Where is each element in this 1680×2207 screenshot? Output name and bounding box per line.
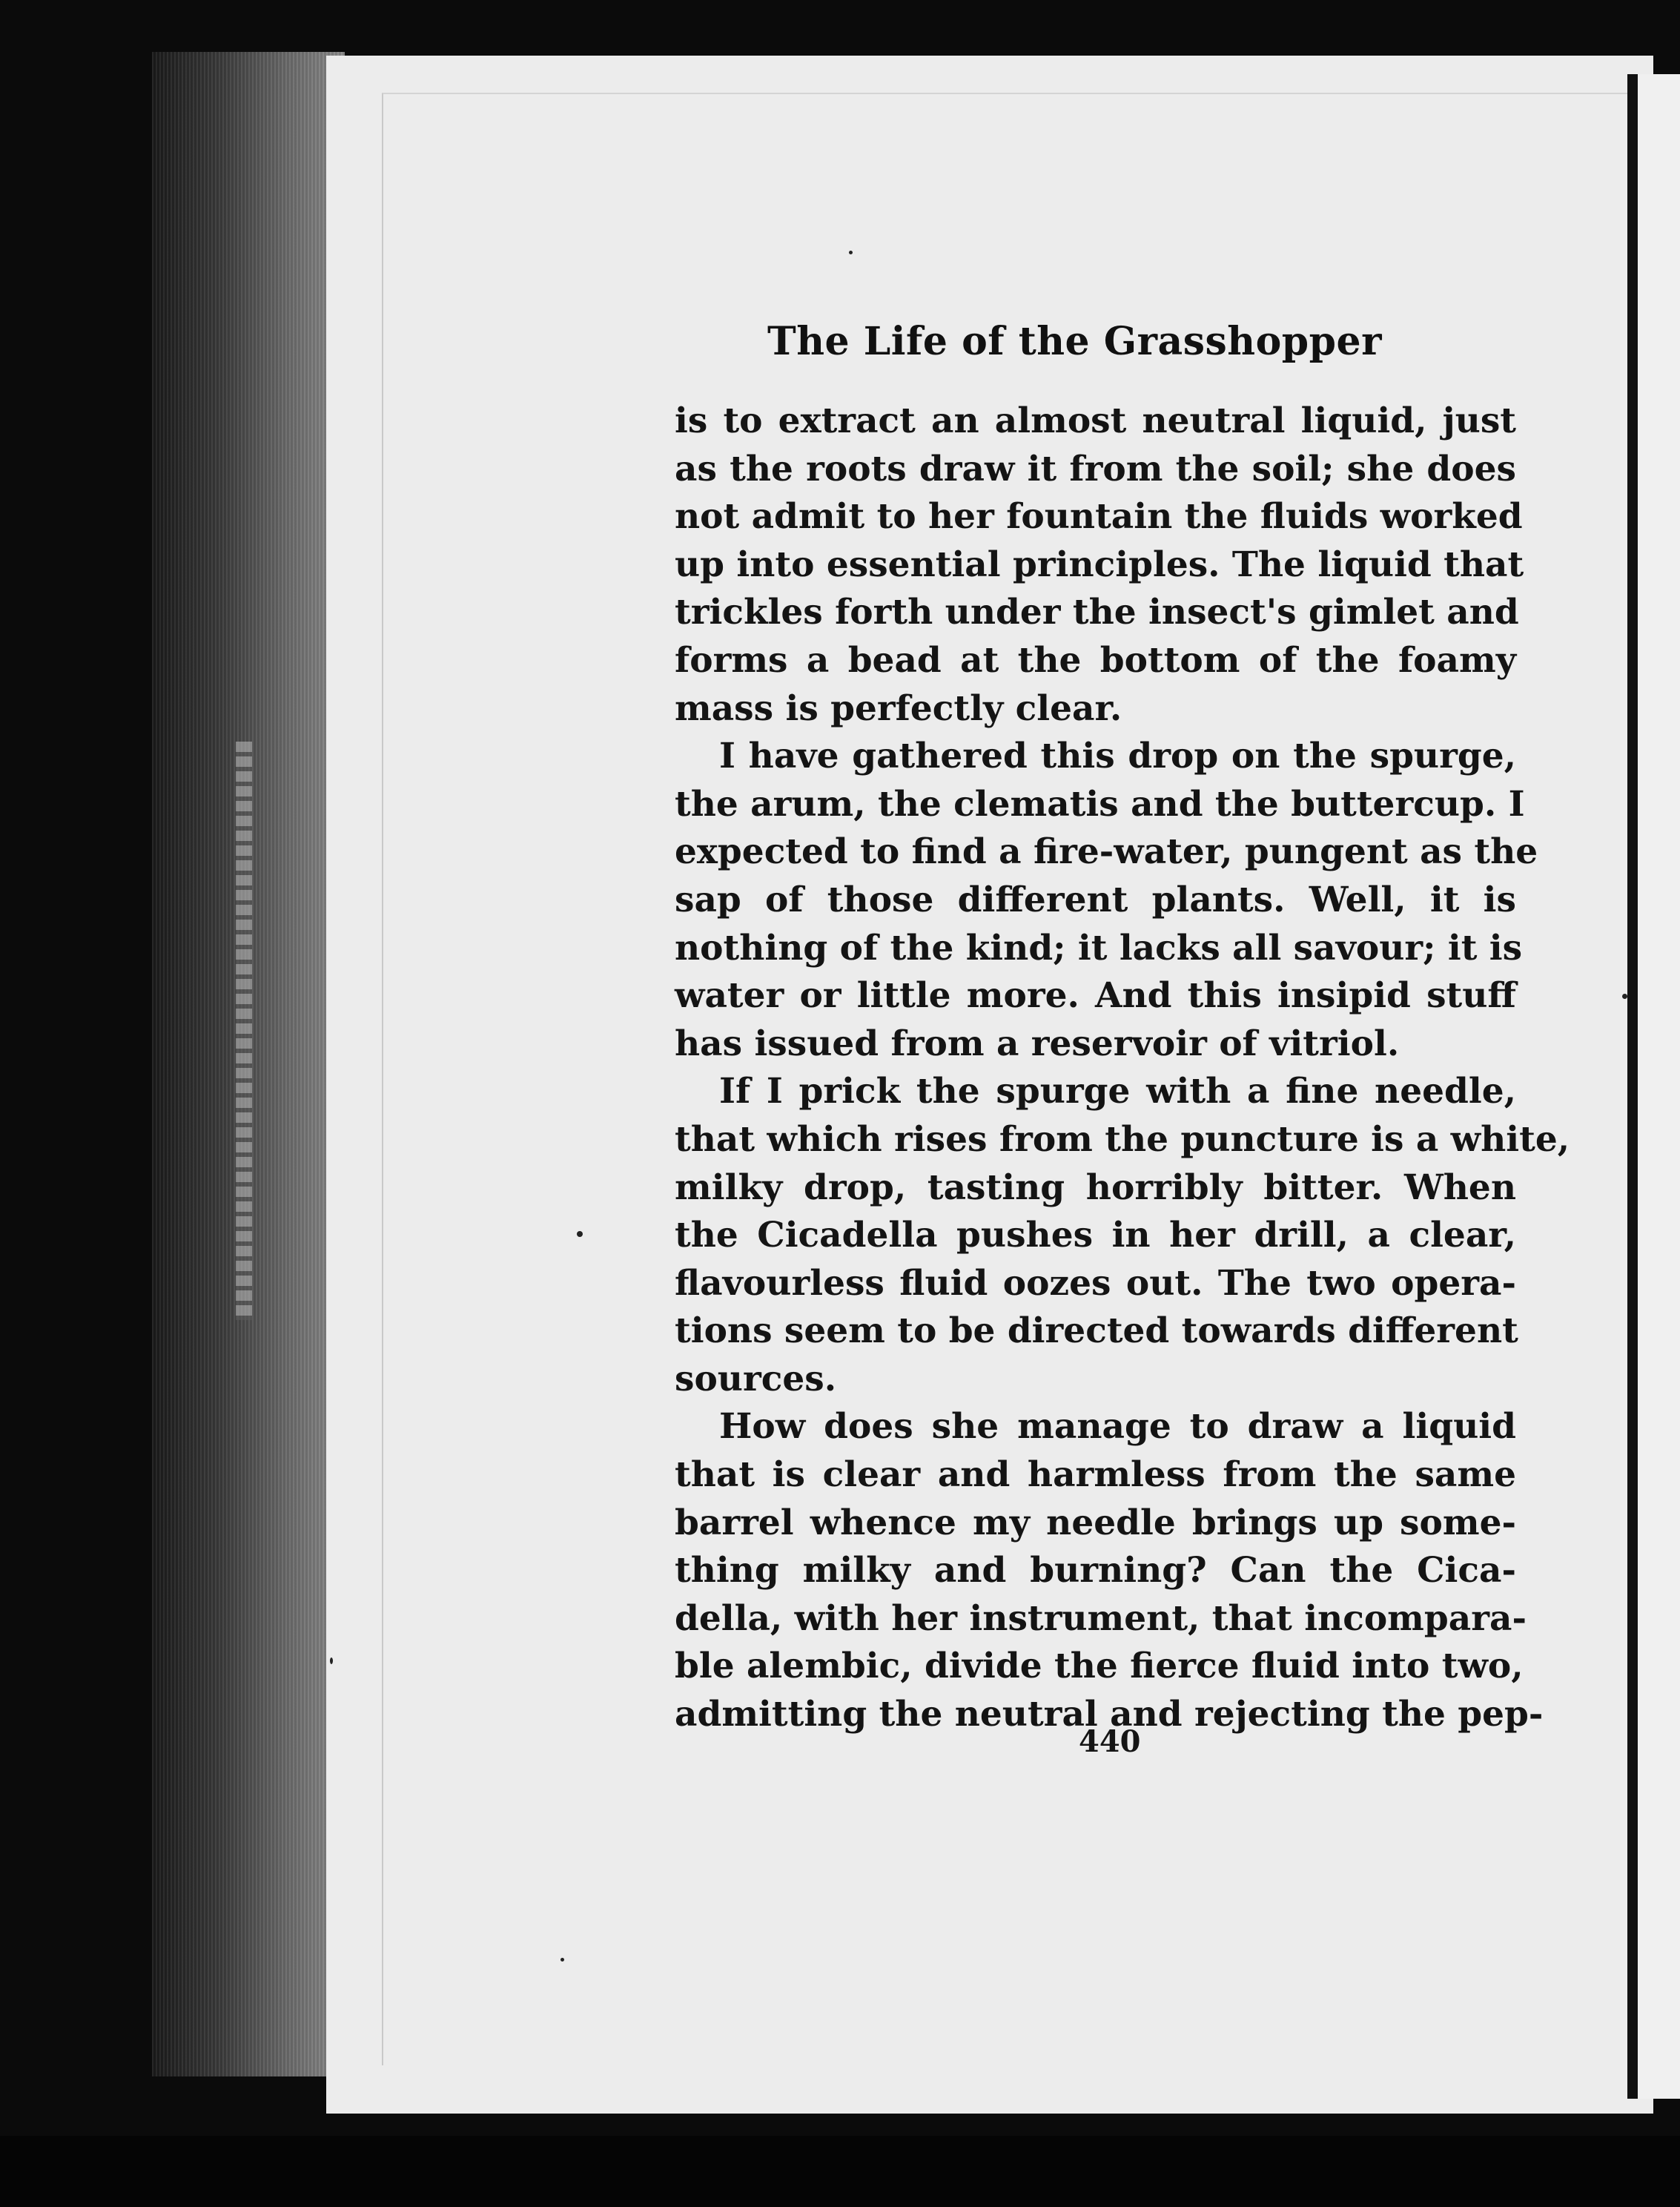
dust-speck	[1622, 994, 1627, 999]
text-line: forms a bead at the bottom of the foamy	[675, 639, 1516, 681]
text-line: sap of those different plants. Well, it is	[675, 879, 1516, 920]
text-line: the Cicadella pushes in her drill, a clear,	[675, 1215, 1516, 1256]
page-number: 440	[1079, 1724, 1141, 1759]
text-line: admitting the neutral and rejecting the pep-	[675, 1694, 1544, 1735]
text-line: water or little more. And this insipid stuff	[675, 975, 1516, 1017]
text-line: not admit to her fountain the fluids worked	[675, 496, 1523, 538]
library-stamp	[236, 742, 252, 1320]
text-line: If I prick the spurge with a fine needle,	[719, 1071, 1516, 1112]
body-text	[675, 397, 1570, 1739]
dust-speck	[849, 251, 853, 254]
text-line: the arum, the clematis and the buttercup. I	[675, 783, 1525, 825]
dust-speck	[330, 1657, 333, 1664]
paragraph	[675, 1068, 1570, 1403]
text-line: nothing of the kind; it lacks all savour; it is	[675, 927, 1523, 969]
text-line: How does she manage to draw a liquid	[719, 1406, 1516, 1448]
text-line: expected to find a fire-water, pungent as the	[675, 831, 1538, 873]
running-head: The Life of the Grasshopper	[767, 319, 1382, 364]
text-line: ble alembic, divide the fierce fluid into two,	[675, 1646, 1524, 1687]
text-line: milky drop, tasting horribly bitter. When	[675, 1167, 1516, 1208]
paragraph	[675, 1403, 1544, 1738]
text-line: mass is perfectly clear.	[675, 687, 1122, 729]
text-line: I have gathered this drop on the spurge,	[719, 736, 1516, 777]
text-line: trickles forth under the insect's gimlet and	[675, 592, 1519, 633]
paragraph	[675, 733, 1538, 1068]
facing-page-edge	[1638, 74, 1680, 2099]
text-line: that which rises from the puncture is a white,	[675, 1118, 1570, 1160]
scan-bottom-border	[0, 2136, 1680, 2207]
text-line: sources.	[675, 1358, 837, 1399]
dust-speck	[560, 1958, 564, 1962]
text-line: is to extract an almost neutral liquid, just	[675, 400, 1516, 441]
text-line: tions seem to be directed towards different	[675, 1310, 1518, 1352]
text-line: thing milky and burning? Can the Cica-	[675, 1550, 1516, 1591]
paragraph	[675, 397, 1524, 733]
text-line: that is clear and harmless from the same	[675, 1454, 1516, 1496]
text-line: della, with her instrument, that incompara-	[675, 1597, 1527, 1639]
text-line: up into essential principles. The liquid that	[675, 544, 1524, 585]
text-line: as the roots draw it from the soil; she does	[675, 448, 1516, 489]
text-line: barrel whence my needle brings up some-	[675, 1502, 1516, 1543]
text-line: has issued from a reservoir of vitriol.	[675, 1023, 1400, 1064]
dust-speck	[577, 1231, 583, 1237]
text-line: flavourless fluid oozes out. The two opera-	[675, 1262, 1516, 1304]
gutter-shadow	[1627, 74, 1638, 2099]
